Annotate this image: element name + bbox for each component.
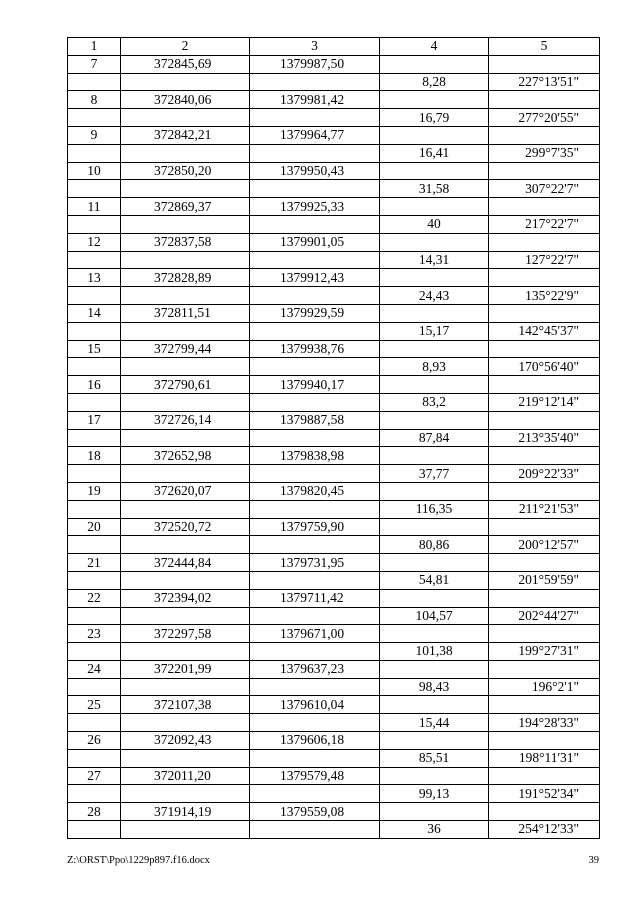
segment-row — [68, 429, 600, 447]
empty-cell — [489, 625, 600, 643]
empty-cell — [380, 411, 489, 429]
empty-cell — [380, 589, 489, 607]
bearing-cell: 209°22'33" — [489, 465, 600, 483]
segment-row — [68, 785, 600, 803]
x-coordinate-cell: 372620,07 — [121, 482, 250, 500]
empty-cell — [250, 607, 380, 625]
point-row — [68, 91, 600, 109]
empty-cell — [68, 821, 121, 839]
empty-cell — [489, 447, 600, 465]
empty-cell — [489, 732, 600, 750]
distance-cell: 8,93 — [380, 358, 489, 376]
empty-cell — [250, 536, 380, 554]
empty-cell — [250, 144, 380, 162]
distance-cell: 16,41 — [380, 144, 489, 162]
empty-cell — [380, 518, 489, 536]
point-number-cell: 9 — [68, 126, 121, 144]
bearing-cell: 202°44'27" — [489, 607, 600, 625]
segment-row — [68, 500, 600, 518]
point-number-cell: 10 — [68, 162, 121, 180]
empty-cell — [121, 109, 250, 127]
point-number-cell: 15 — [68, 340, 121, 358]
empty-cell — [489, 411, 600, 429]
empty-cell — [68, 429, 121, 447]
empty-cell — [250, 821, 380, 839]
distance-cell: 80,86 — [380, 536, 489, 554]
empty-cell — [489, 376, 600, 394]
empty-cell — [121, 678, 250, 696]
segment-row — [68, 643, 600, 661]
empty-cell — [489, 198, 600, 216]
point-number-cell: 25 — [68, 696, 121, 714]
bearing-cell: 277°20'55" — [489, 109, 600, 127]
empty-cell — [250, 322, 380, 340]
footer-file-path: Z:\ORST\Ppo\1229p897.f16.docx — [67, 855, 210, 866]
empty-cell — [380, 198, 489, 216]
bearing-cell: 194°28'33" — [489, 714, 600, 732]
distance-cell: 31,58 — [380, 180, 489, 198]
empty-cell — [380, 126, 489, 144]
bearing-cell: 211°21'53" — [489, 500, 600, 518]
x-coordinate-cell: 372520,72 — [121, 518, 250, 536]
empty-cell — [250, 109, 380, 127]
empty-cell — [68, 287, 121, 305]
y-coordinate-cell: 1379559,08 — [250, 803, 380, 821]
empty-cell — [489, 233, 600, 251]
point-number-cell: 12 — [68, 233, 121, 251]
x-coordinate-cell: 372726,14 — [121, 411, 250, 429]
bearing-cell: 200°12'57" — [489, 536, 600, 554]
header-cell: 2 — [121, 38, 250, 56]
empty-cell — [121, 393, 250, 411]
empty-cell — [250, 678, 380, 696]
bearing-cell: 142°45'37" — [489, 322, 600, 340]
distance-cell: 8,28 — [380, 73, 489, 91]
y-coordinate-cell: 1379938,76 — [250, 340, 380, 358]
x-coordinate-cell: 372201,99 — [121, 660, 250, 678]
empty-cell — [380, 233, 489, 251]
bearing-cell: 198°11'31" — [489, 749, 600, 767]
empty-cell — [250, 643, 380, 661]
distance-cell: 87,84 — [380, 429, 489, 447]
empty-cell — [68, 643, 121, 661]
y-coordinate-cell: 1379940,17 — [250, 376, 380, 394]
distance-cell: 98,43 — [380, 678, 489, 696]
empty-cell — [68, 714, 121, 732]
empty-cell — [250, 714, 380, 732]
header-cell: 3 — [250, 38, 380, 56]
empty-cell — [68, 678, 121, 696]
empty-cell — [250, 785, 380, 803]
empty-cell — [380, 376, 489, 394]
empty-cell — [68, 749, 121, 767]
empty-cell — [489, 91, 600, 109]
bearing-cell: 170°56'40" — [489, 358, 600, 376]
point-row — [68, 518, 600, 536]
empty-cell — [68, 607, 121, 625]
point-row — [68, 660, 600, 678]
point-number-cell: 19 — [68, 482, 121, 500]
empty-cell — [380, 340, 489, 358]
empty-cell — [121, 785, 250, 803]
distance-cell: 101,38 — [380, 643, 489, 661]
empty-cell — [380, 162, 489, 180]
point-number-cell: 11 — [68, 198, 121, 216]
empty-cell — [68, 144, 121, 162]
empty-cell — [380, 803, 489, 821]
segment-row — [68, 678, 600, 696]
point-row — [68, 269, 600, 287]
empty-cell — [68, 109, 121, 127]
point-number-cell: 22 — [68, 589, 121, 607]
point-number-cell: 14 — [68, 304, 121, 322]
segment-row — [68, 322, 600, 340]
y-coordinate-cell: 1379950,43 — [250, 162, 380, 180]
point-row — [68, 340, 600, 358]
distance-cell: 15,17 — [380, 322, 489, 340]
point-row — [68, 162, 600, 180]
empty-cell — [489, 304, 600, 322]
empty-cell — [121, 215, 250, 233]
point-number-cell: 26 — [68, 732, 121, 750]
y-coordinate-cell: 1379671,00 — [250, 625, 380, 643]
x-coordinate-cell: 372394,02 — [121, 589, 250, 607]
segment-row — [68, 180, 600, 198]
x-coordinate-cell: 372444,84 — [121, 554, 250, 572]
empty-cell — [380, 91, 489, 109]
x-coordinate-cell: 372842,21 — [121, 126, 250, 144]
y-coordinate-cell: 1379610,04 — [250, 696, 380, 714]
empty-cell — [68, 465, 121, 483]
point-row — [68, 126, 600, 144]
point-row — [68, 233, 600, 251]
empty-cell — [250, 429, 380, 447]
point-row — [68, 696, 600, 714]
x-coordinate-cell: 372828,89 — [121, 269, 250, 287]
point-row — [68, 554, 600, 572]
empty-cell — [68, 785, 121, 803]
point-number-cell: 8 — [68, 91, 121, 109]
empty-cell — [489, 55, 600, 73]
x-coordinate-cell: 371914,19 — [121, 803, 250, 821]
empty-cell — [68, 500, 121, 518]
distance-cell: 116,35 — [380, 500, 489, 518]
empty-cell — [121, 607, 250, 625]
point-number-cell: 7 — [68, 55, 121, 73]
empty-cell — [121, 821, 250, 839]
x-coordinate-cell: 372869,37 — [121, 198, 250, 216]
empty-cell — [380, 304, 489, 322]
empty-cell — [121, 287, 250, 305]
empty-cell — [121, 714, 250, 732]
distance-cell: 36 — [380, 821, 489, 839]
empty-cell — [121, 749, 250, 767]
empty-cell — [250, 358, 380, 376]
x-coordinate-cell: 372107,38 — [121, 696, 250, 714]
y-coordinate-cell: 1379579,48 — [250, 767, 380, 785]
x-coordinate-cell: 372840,06 — [121, 91, 250, 109]
segment-row — [68, 749, 600, 767]
point-number-cell: 13 — [68, 269, 121, 287]
empty-cell — [250, 500, 380, 518]
empty-cell — [489, 696, 600, 714]
empty-cell — [250, 749, 380, 767]
segment-row — [68, 358, 600, 376]
empty-cell — [250, 180, 380, 198]
segment-row — [68, 465, 600, 483]
point-number-cell: 20 — [68, 518, 121, 536]
x-coordinate-cell: 372799,44 — [121, 340, 250, 358]
empty-cell — [489, 767, 600, 785]
empty-cell — [489, 162, 600, 180]
empty-cell — [380, 55, 489, 73]
empty-cell — [489, 340, 600, 358]
empty-cell — [121, 180, 250, 198]
empty-cell — [489, 518, 600, 536]
bearing-cell: 213°35'40" — [489, 429, 600, 447]
segment-row — [68, 215, 600, 233]
y-coordinate-cell: 1379901,05 — [250, 233, 380, 251]
point-row — [68, 198, 600, 216]
distance-cell: 83,2 — [380, 393, 489, 411]
empty-cell — [68, 73, 121, 91]
segment-row — [68, 607, 600, 625]
point-row — [68, 625, 600, 643]
bearing-cell: 217°22'7" — [489, 215, 600, 233]
empty-cell — [489, 803, 600, 821]
point-row — [68, 55, 600, 73]
y-coordinate-cell: 1379981,42 — [250, 91, 380, 109]
y-coordinate-cell: 1379606,18 — [250, 732, 380, 750]
segment-row — [68, 287, 600, 305]
point-row — [68, 803, 600, 821]
footer-page-number: 39 — [588, 855, 599, 866]
point-row — [68, 589, 600, 607]
empty-cell — [380, 269, 489, 287]
x-coordinate-cell: 372850,20 — [121, 162, 250, 180]
bearing-cell: 307°22'7" — [489, 180, 600, 198]
bearing-cell: 199°27'31" — [489, 643, 600, 661]
point-row — [68, 482, 600, 500]
empty-cell — [250, 393, 380, 411]
empty-cell — [121, 358, 250, 376]
bearing-cell: 196°2'1" — [489, 678, 600, 696]
y-coordinate-cell: 1379838,98 — [250, 447, 380, 465]
x-coordinate-cell: 372845,69 — [121, 55, 250, 73]
y-coordinate-cell: 1379711,42 — [250, 589, 380, 607]
empty-cell — [68, 393, 121, 411]
empty-cell — [68, 536, 121, 554]
x-coordinate-cell: 372652,98 — [121, 447, 250, 465]
point-number-cell: 23 — [68, 625, 121, 643]
empty-cell — [250, 215, 380, 233]
empty-cell — [121, 536, 250, 554]
y-coordinate-cell: 1379820,45 — [250, 482, 380, 500]
empty-cell — [68, 322, 121, 340]
empty-cell — [380, 767, 489, 785]
bearing-cell: 191°52'34" — [489, 785, 600, 803]
segment-row — [68, 251, 600, 269]
bearing-cell: 227°13'51" — [489, 73, 600, 91]
empty-cell — [121, 251, 250, 269]
bearing-cell: 219°12'14" — [489, 393, 600, 411]
empty-cell — [380, 482, 489, 500]
segment-row — [68, 393, 600, 411]
y-coordinate-cell: 1379731,95 — [250, 554, 380, 572]
empty-cell — [489, 554, 600, 572]
segment-row — [68, 109, 600, 127]
distance-cell: 14,31 — [380, 251, 489, 269]
empty-cell — [121, 322, 250, 340]
empty-cell — [489, 269, 600, 287]
distance-cell: 24,43 — [380, 287, 489, 305]
empty-cell — [121, 144, 250, 162]
empty-cell — [121, 429, 250, 447]
x-coordinate-cell: 372790,61 — [121, 376, 250, 394]
empty-cell — [68, 251, 121, 269]
empty-cell — [380, 447, 489, 465]
empty-cell — [380, 625, 489, 643]
point-row — [68, 767, 600, 785]
empty-cell — [121, 500, 250, 518]
empty-cell — [489, 126, 600, 144]
point-number-cell: 28 — [68, 803, 121, 821]
y-coordinate-cell: 1379929,59 — [250, 304, 380, 322]
y-coordinate-cell: 1379964,77 — [250, 126, 380, 144]
empty-cell — [68, 215, 121, 233]
distance-cell: 99,13 — [380, 785, 489, 803]
y-coordinate-cell: 1379925,33 — [250, 198, 380, 216]
bearing-cell: 135°22'9" — [489, 287, 600, 305]
segment-row — [68, 571, 600, 589]
bearing-cell: 127°22'7" — [489, 251, 600, 269]
x-coordinate-cell: 372092,43 — [121, 732, 250, 750]
empty-cell — [489, 589, 600, 607]
empty-cell — [380, 660, 489, 678]
segment-row — [68, 73, 600, 91]
point-number-cell: 21 — [68, 554, 121, 572]
header-cell: 5 — [489, 38, 600, 56]
empty-cell — [250, 73, 380, 91]
x-coordinate-cell: 372811,51 — [121, 304, 250, 322]
segment-row — [68, 536, 600, 554]
y-coordinate-cell: 1379759,90 — [250, 518, 380, 536]
x-coordinate-cell: 372837,58 — [121, 233, 250, 251]
empty-cell — [250, 571, 380, 589]
distance-cell: 15,44 — [380, 714, 489, 732]
bearing-cell: 201°59'59" — [489, 571, 600, 589]
distance-cell: 104,57 — [380, 607, 489, 625]
empty-cell — [250, 287, 380, 305]
point-number-cell: 27 — [68, 767, 121, 785]
empty-cell — [380, 732, 489, 750]
x-coordinate-cell: 372011,20 — [121, 767, 250, 785]
empty-cell — [489, 482, 600, 500]
point-number-cell: 17 — [68, 411, 121, 429]
empty-cell — [68, 358, 121, 376]
y-coordinate-cell: 1379912,43 — [250, 269, 380, 287]
point-row — [68, 411, 600, 429]
coordinates-table — [67, 37, 600, 839]
bearing-cell: 299°7'35" — [489, 144, 600, 162]
empty-cell — [121, 643, 250, 661]
empty-cell — [380, 554, 489, 572]
empty-cell — [250, 465, 380, 483]
distance-cell: 16,79 — [380, 109, 489, 127]
point-row — [68, 732, 600, 750]
point-number-cell: 16 — [68, 376, 121, 394]
segment-row — [68, 714, 600, 732]
point-number-cell: 18 — [68, 447, 121, 465]
distance-cell: 85,51 — [380, 749, 489, 767]
y-coordinate-cell: 1379887,58 — [250, 411, 380, 429]
point-row — [68, 376, 600, 394]
empty-cell — [121, 465, 250, 483]
header-cell: 4 — [380, 38, 489, 56]
point-number-cell: 24 — [68, 660, 121, 678]
segment-row — [68, 821, 600, 839]
empty-cell — [250, 251, 380, 269]
empty-cell — [121, 571, 250, 589]
distance-cell: 54,81 — [380, 571, 489, 589]
distance-cell: 37,77 — [380, 465, 489, 483]
segment-row — [68, 144, 600, 162]
bearing-cell: 254°12'33" — [489, 821, 600, 839]
empty-cell — [68, 571, 121, 589]
empty-cell — [68, 180, 121, 198]
point-row — [68, 447, 600, 465]
y-coordinate-cell: 1379987,50 — [250, 55, 380, 73]
point-row — [68, 304, 600, 322]
header-cell: 1 — [68, 38, 121, 56]
y-coordinate-cell: 1379637,23 — [250, 660, 380, 678]
empty-cell — [380, 696, 489, 714]
distance-cell: 40 — [380, 215, 489, 233]
table-header-row — [68, 38, 600, 56]
empty-cell — [121, 73, 250, 91]
x-coordinate-cell: 372297,58 — [121, 625, 250, 643]
empty-cell — [489, 660, 600, 678]
